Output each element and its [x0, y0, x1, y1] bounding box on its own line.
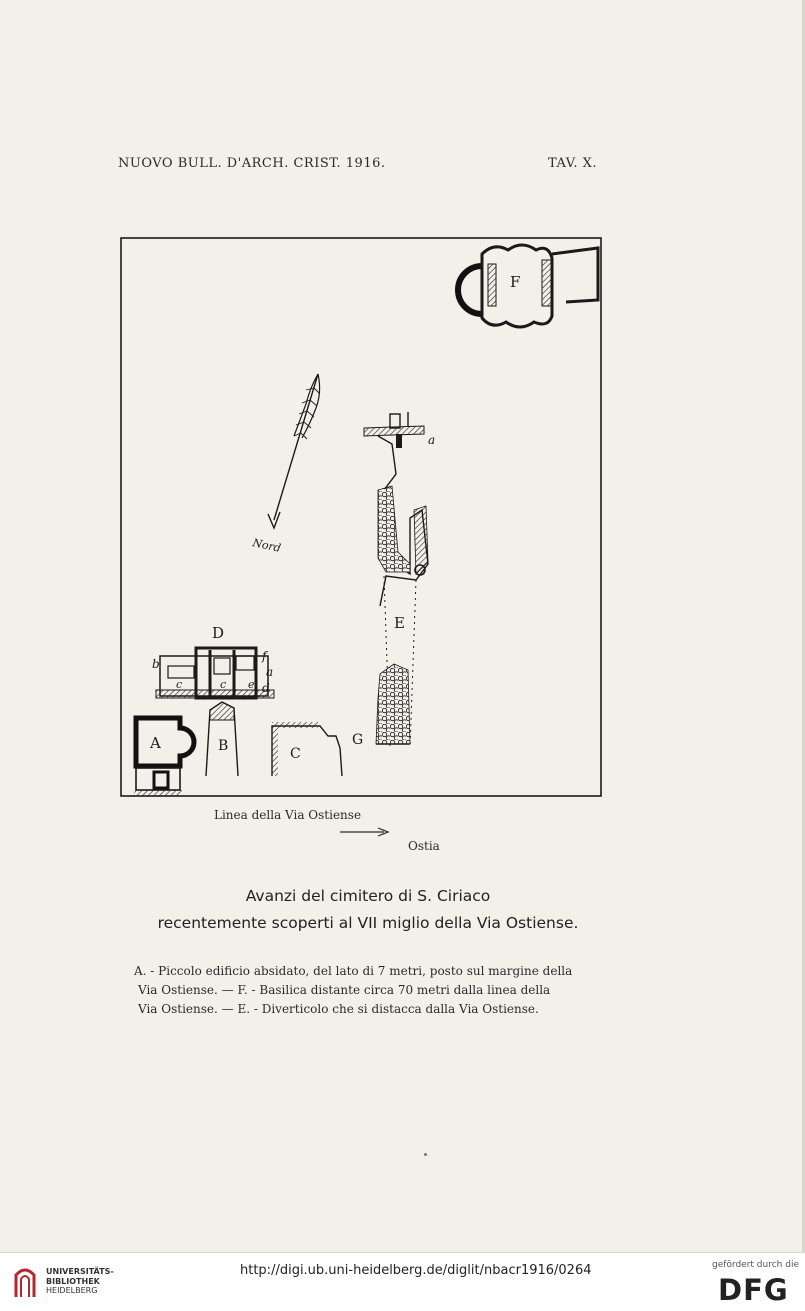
library-name: UNIVERSITÄTS- BIBLIOTHEK HEIDELBERG: [46, 1267, 114, 1295]
paper-speck: [424, 1153, 427, 1156]
funding-label: gefördert durch die: [712, 1260, 799, 1270]
label-e: E: [394, 614, 405, 632]
road-line-label: Linea della Via Ostiense: [214, 808, 362, 822]
label-g: G: [352, 732, 364, 748]
label-c: C: [290, 746, 301, 762]
direction-arrow: [340, 826, 392, 838]
label-d-a: a: [266, 665, 274, 679]
plate-title-line1: Avanzi del cimitero di S. Ciriaco: [245, 887, 491, 905]
plate-caption: [134, 962, 614, 1019]
building-b: [206, 702, 238, 776]
building-a: [134, 718, 194, 796]
site-plan: [110, 228, 610, 803]
footer-bar: [0, 1252, 805, 1311]
caption-line3: Via Ostiense. — E. - Diverticolo che si distacca dalla Via Ostiense.: [138, 1002, 539, 1016]
label-d-e: e: [248, 678, 255, 691]
label-f: F: [510, 273, 521, 291]
label-b: B: [218, 738, 229, 754]
dfg-logo: DFG: [718, 1273, 789, 1307]
corridor-e: [364, 412, 435, 748]
label-d-c1: c: [176, 678, 183, 691]
caption-line2: Via Ostiense. — F. - Basilica distante circa 70 metri dalla linea della: [138, 983, 551, 997]
label-e-a: a: [428, 433, 436, 447]
plate-title-line2: recentemente scoperti al VII miglio della Via Ostiense.: [157, 914, 579, 932]
direction-label: Ostia: [408, 839, 440, 853]
label-d-f: f: [262, 649, 267, 663]
label-d: D: [212, 624, 225, 642]
north-label: Nord: [251, 536, 283, 555]
label-a: A: [150, 734, 161, 752]
basilica-f: [458, 245, 598, 327]
label-d-b: b: [152, 657, 160, 671]
north-arrow: [250, 374, 320, 555]
building-d: [152, 624, 274, 698]
label-d-d: d: [262, 681, 270, 695]
running-header-left: NUOVO BULL. D'ARCH. CRIST. 1916.: [118, 156, 386, 171]
building-c: [272, 722, 342, 776]
university-seal-icon: [10, 1265, 40, 1299]
caption-line1: A. - Piccolo edificio absidato, del lato di 7 metri, posto sul margine della: [134, 964, 573, 978]
permalink-url[interactable]: http://digi.ub.uni-heidelberg.de/diglit/nbacr1916/0264: [240, 1263, 592, 1278]
plan-frame: [121, 238, 601, 796]
plate-number: TAV. X.: [548, 156, 597, 171]
label-d-c2: c: [220, 678, 227, 691]
